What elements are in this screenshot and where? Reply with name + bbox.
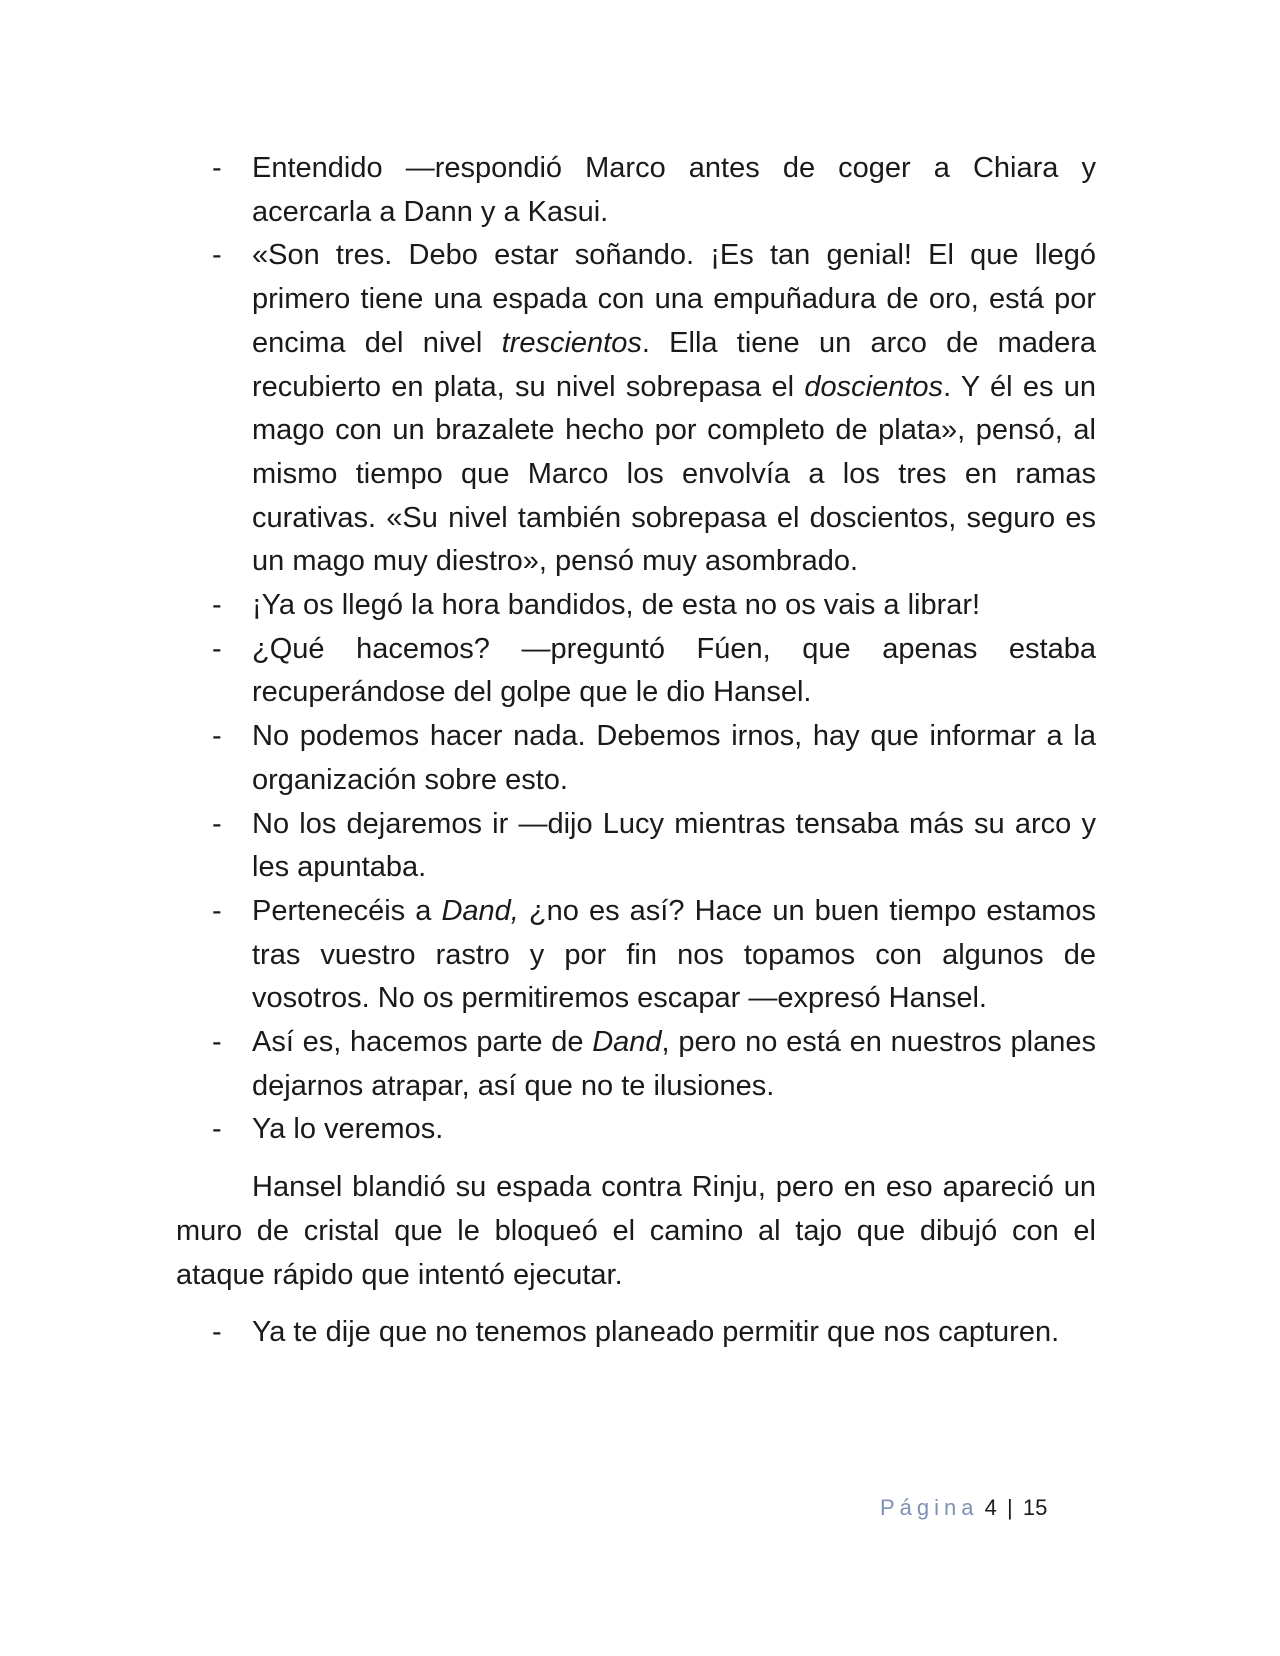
dialogue-line — [176, 234, 1096, 584]
page-label: Página — [880, 1495, 979, 1520]
dialogue-dash: - — [212, 1316, 222, 1349]
dialogue-line — [176, 803, 1096, 890]
italic-term: Dand, — [441, 894, 519, 927]
page-body — [176, 147, 1096, 1355]
dialogue-text: Entendido —respondió Marco antes de coger a Chiara y acercarla a Dann y a Kasui. — [252, 152, 1096, 228]
dialogue-dash: - — [212, 152, 222, 184]
dialogue-dash: - — [212, 720, 222, 753]
dialogue-line — [176, 147, 1096, 234]
total-pages: 15 — [1022, 1495, 1048, 1520]
dialogue-line — [176, 1108, 1096, 1152]
dialogue-line — [176, 1311, 1096, 1355]
italic-term: doscientos — [804, 370, 944, 403]
page-number: 4 — [984, 1495, 997, 1520]
dialogue-text: No los dejaremos ir —dijo Lucy mientras tensaba más su arco y les apuntaba. — [252, 807, 1096, 884]
page-separator: | — [1007, 1495, 1013, 1520]
dialogue-text: No podemos hacer nada. Debemos irnos, hay que informar a la organización sobre esto. — [252, 720, 1096, 796]
dialogue-text: Así es, hacemos parte de Dand, pero no está en nuestros planes dejarnos atrapar, así que no te ilusiones. — [252, 1026, 1096, 1102]
dialogue-text: ¿Qué hacemos? —preguntó Fúen, que apenas estaba recuperándose del golpe que le dio Hansel. — [252, 632, 1096, 709]
italic-term: Dand — [592, 1026, 662, 1059]
dialogue-dash: - — [212, 894, 222, 927]
dialogue-text: Pertenecéis a Dand, ¿no es así? Hace un buen tiempo estamos tras vuestro rastro y por fin nos topamos con algunos de vosotros. No os permitiremos escapar —expresó Hansel. — [252, 894, 1096, 1015]
dialogue-dash: - — [212, 1113, 222, 1146]
narration-paragraph: Hansel blandió su espada contra Rinju, pero en eso apareció un muro de cristal que le bloqueó el camino al tajo que dibujó con el ataque rápido que intentó ejecutar. — [176, 1171, 1096, 1291]
dialogue-dash: - — [212, 1026, 222, 1059]
dialogue-line — [176, 584, 1096, 628]
dialogue-list — [176, 1311, 1096, 1355]
dialogue-text: «Son tres. Debo estar soñando. ¡Es tan genial! El que llegó primero tiene una espada con una empuñadura de oro, está por encima del nivel trescientos. Ella tiene un arco de madera recubierto en plata, su nivel sobrepasa el doscientos. Y él es un mago con un brazalete hecho por completo de plata», pensó, al mismo tiempo que Marco los envolvía a los tres en ramas curativas. «Su nivel también sobrepasa el doscientos, seguro es un mago muy diestro», pensó muy asombrado. — [252, 239, 1096, 578]
dialogue-dash: - — [212, 632, 222, 665]
dialogue-dash: - — [212, 239, 222, 272]
dialogue-line — [176, 715, 1096, 802]
dialogue-line — [176, 890, 1096, 1021]
dialogue-text: Ya te dije que no tenemos planeado permitir que nos capturen. — [252, 1316, 1060, 1349]
dialogue-text: ¡Ya os llegó la hora bandidos, de esta no os vais a librar! — [252, 589, 981, 622]
dialogue-line — [176, 628, 1096, 715]
dialogue-text: Ya lo veremos. — [252, 1113, 444, 1146]
page-footer — [880, 1494, 1047, 1522]
italic-term: trescientos — [501, 326, 642, 359]
dialogue-list — [176, 147, 1096, 1152]
dialogue-dash: - — [212, 807, 222, 840]
dialogue-line — [176, 1021, 1096, 1108]
dialogue-dash: - — [212, 589, 222, 622]
